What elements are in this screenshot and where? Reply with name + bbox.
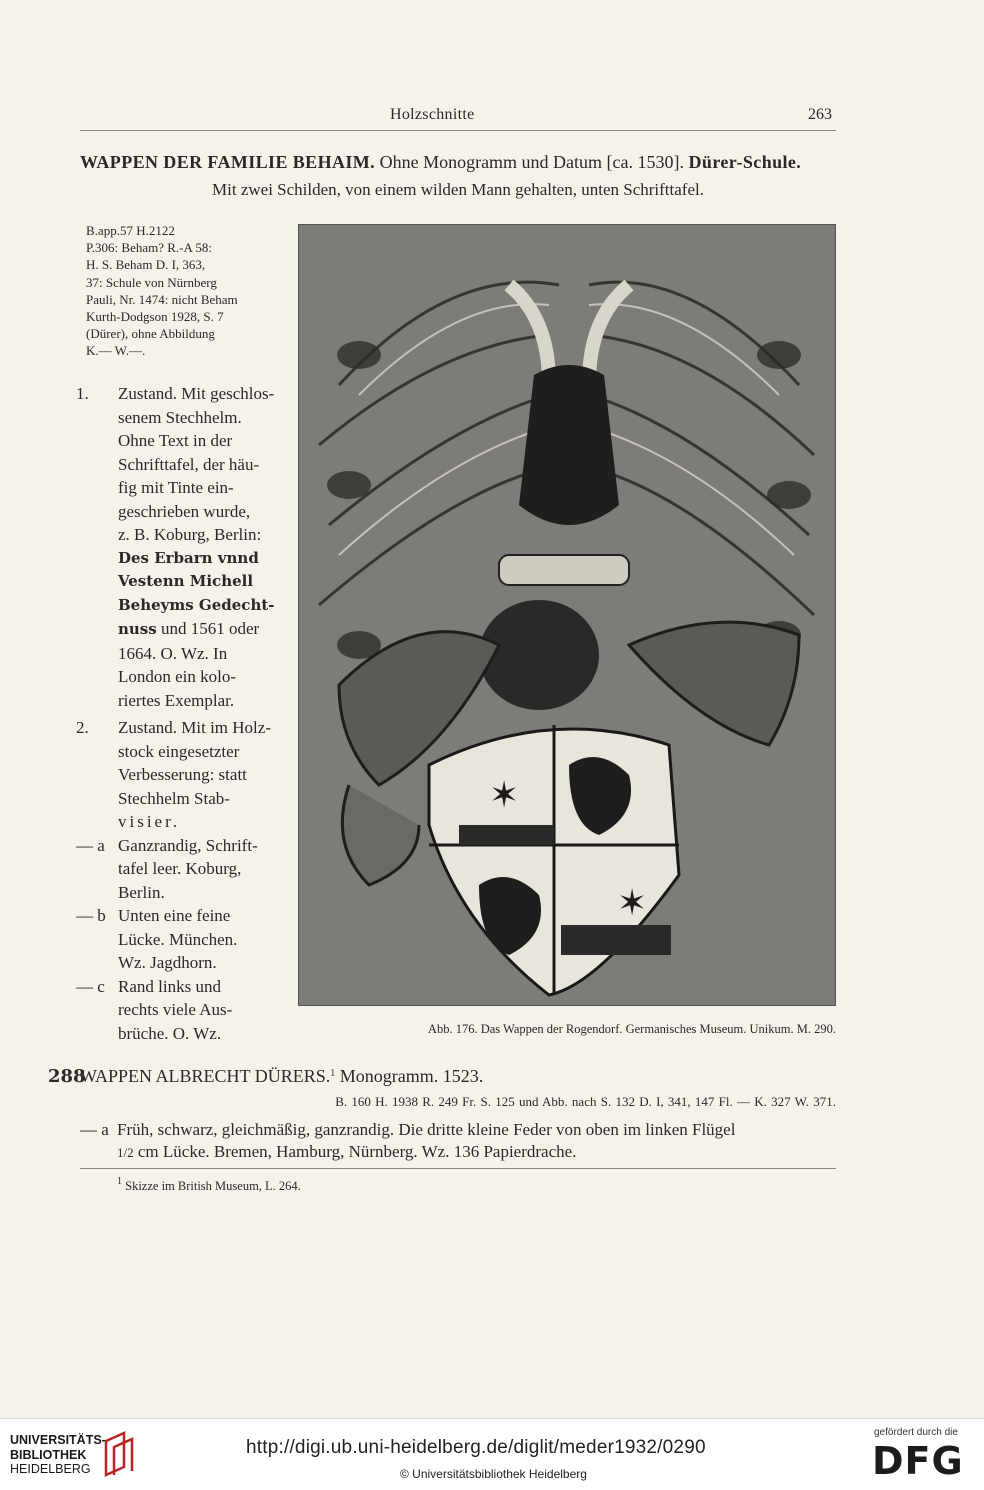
funding-label: gefördert durch die xyxy=(874,1427,958,1438)
state-line: geschrieben wurde, xyxy=(118,501,251,521)
footnote-marker: 1 xyxy=(117,1176,122,1187)
reference-line: H. S. Beham D. I, 363, xyxy=(86,257,206,273)
footnote xyxy=(117,1176,301,1194)
dfg-logo: DFG xyxy=(872,1439,964,1483)
state-line: tafel leer. Koburg, xyxy=(118,859,242,878)
library-logo-icon xyxy=(100,1429,136,1479)
state-marker: — a xyxy=(80,1120,109,1139)
woodcut-figure xyxy=(298,224,836,1006)
page-number: 263 xyxy=(808,106,832,123)
state-line: Zustand. Mit im Holz- xyxy=(118,718,271,737)
entry2-title xyxy=(80,1066,483,1087)
state-line: Früh, schwarz, gleichmäßig, ganzrandig. Die dritte kleine Feder von oben im linken Flügel xyxy=(117,1120,736,1139)
state-line: Schrifttafel, der häu- xyxy=(118,454,260,474)
entry-attribution: Dürer-Schule. xyxy=(688,152,802,172)
state-line: Rand links und xyxy=(118,976,221,996)
state-line: Berlin. xyxy=(118,882,165,902)
state-marker: — a xyxy=(76,835,105,855)
state-line: Wz. Jagdhorn. xyxy=(118,953,217,972)
state-line: Lücke. München. xyxy=(118,929,238,949)
state-line: visier. xyxy=(118,812,181,831)
state-2 xyxy=(76,716,276,834)
document-url-link[interactable]: http://digi.ub.uni-heidelberg.de/diglit/meder1932/0290 xyxy=(246,1437,706,1458)
entry2-state-a-cont xyxy=(117,1142,576,1162)
states-column xyxy=(76,382,276,1045)
state-line: brüche. O. Wz. xyxy=(118,1023,222,1043)
state-marker: 1. xyxy=(76,384,89,403)
state-line: stock eingesetzter xyxy=(118,741,240,761)
reference-line: (Dürer), ohne Abbildung xyxy=(86,326,215,342)
library-line: HEIDELBERG xyxy=(10,1462,91,1476)
state-line: Zustand. Mit geschlos- xyxy=(118,384,275,403)
running-header-title: Holzschnitte xyxy=(390,106,475,123)
blackletter-word: nuss xyxy=(118,620,157,638)
svg-text:✶: ✶ xyxy=(489,775,520,816)
reference-block xyxy=(86,222,272,360)
reference-line: Kurth-Dodgson 1928, S. 7 xyxy=(86,309,224,325)
entry-subtitle: Mit zwei Schilden, von einem wilden Mann gehalten, unten Schrifttafel. xyxy=(212,180,704,199)
entry2-title-rest: Monogramm. 1523. xyxy=(335,1066,484,1086)
state-line: rechts viele Aus- xyxy=(118,1000,233,1019)
state-marker: — b xyxy=(76,906,106,925)
copyright-notice: © Universitätsbibliothek Heidelberg xyxy=(400,1467,587,1481)
state-marker: 2. xyxy=(76,718,89,737)
entry2-state-a xyxy=(80,1120,840,1140)
reference-line: P.306: Beham? R.-A 58: xyxy=(86,240,213,256)
state-line: Ohne Text in der xyxy=(118,431,233,450)
state-1 xyxy=(76,382,276,712)
reference-line: B.app.57 H.2122 xyxy=(86,223,175,238)
entry2-references: B. 160 H. 1938 R. 249 Fr. S. 125 und Abb. nach S. 132 D. I, 341, 147 Fl. — K. 327 W. 371. xyxy=(335,1094,836,1109)
state-line: Verbesserung: statt xyxy=(118,765,247,784)
state-line: Unten eine feine xyxy=(118,906,231,925)
state-line: cm Lücke. Bremen, Hamburg, Nürnberg. Wz. 136 Papierdrache. xyxy=(133,1142,577,1161)
library-line: UNIVERSITÄTS- xyxy=(10,1433,106,1447)
footnote-marker: 1 xyxy=(330,1068,336,1079)
fraction: 1/2 xyxy=(117,1145,134,1160)
state-2a xyxy=(76,834,276,905)
reference-line: 37: Schule von Nürnberg xyxy=(86,274,217,290)
svg-text:✶: ✶ xyxy=(617,883,648,924)
state-2c xyxy=(76,975,276,1046)
state-line-text: und 1561 oder xyxy=(156,619,260,638)
state-line: senem Stechhelm. xyxy=(118,407,242,427)
entry2-title-text: WAPPEN ALBRECHT DÜRERS. xyxy=(80,1066,331,1086)
state-line xyxy=(118,617,276,642)
state-line: Ganzrandig, Schrift- xyxy=(118,835,258,855)
figure-caption: Abb. 176. Das Wappen der Rogendorf. Germanisches Museum. Unikum. M. 290. xyxy=(427,1022,836,1036)
state-line: London ein kolo- xyxy=(118,667,237,686)
blackletter-line: Beheyms Gedecht- xyxy=(118,595,275,614)
blackletter-line: Vestenn Michell xyxy=(118,572,254,590)
state-line: fig mit Tinte ein- xyxy=(118,478,234,497)
entry-number: 288 xyxy=(48,1066,86,1087)
entry-title-bold: WAPPEN DER FAMILIE BEHAIM. xyxy=(80,152,376,172)
state-line: z. B. Koburg, Berlin: xyxy=(118,525,262,544)
library-name xyxy=(10,1433,106,1477)
blackletter-line: Des Erbarn vnnd xyxy=(118,548,259,567)
digitization-footer xyxy=(0,1418,984,1490)
reference-line: K.— W.—. xyxy=(86,343,146,359)
footnote-rule xyxy=(80,1168,836,1169)
footnote-text: Skizze im British Museum, L. 264. xyxy=(122,1179,301,1193)
state-line: riertes Exemplar. xyxy=(118,690,235,710)
coat-of-arms-woodcut xyxy=(299,225,835,1005)
state-line: Stechhelm Stab- xyxy=(118,788,230,808)
entry-title xyxy=(80,152,801,173)
reference-line: Pauli, Nr. 1474: nicht Beham xyxy=(86,291,238,307)
state-line: 1664. O. Wz. In xyxy=(118,643,228,663)
state-marker: — c xyxy=(76,976,105,996)
header-rule xyxy=(80,130,836,131)
entry-title-rest: Ohne Monogramm und Datum [ca. 1530]. xyxy=(375,152,685,172)
state-2b xyxy=(76,904,276,975)
library-line: BIBLIOTHEK xyxy=(10,1447,87,1462)
